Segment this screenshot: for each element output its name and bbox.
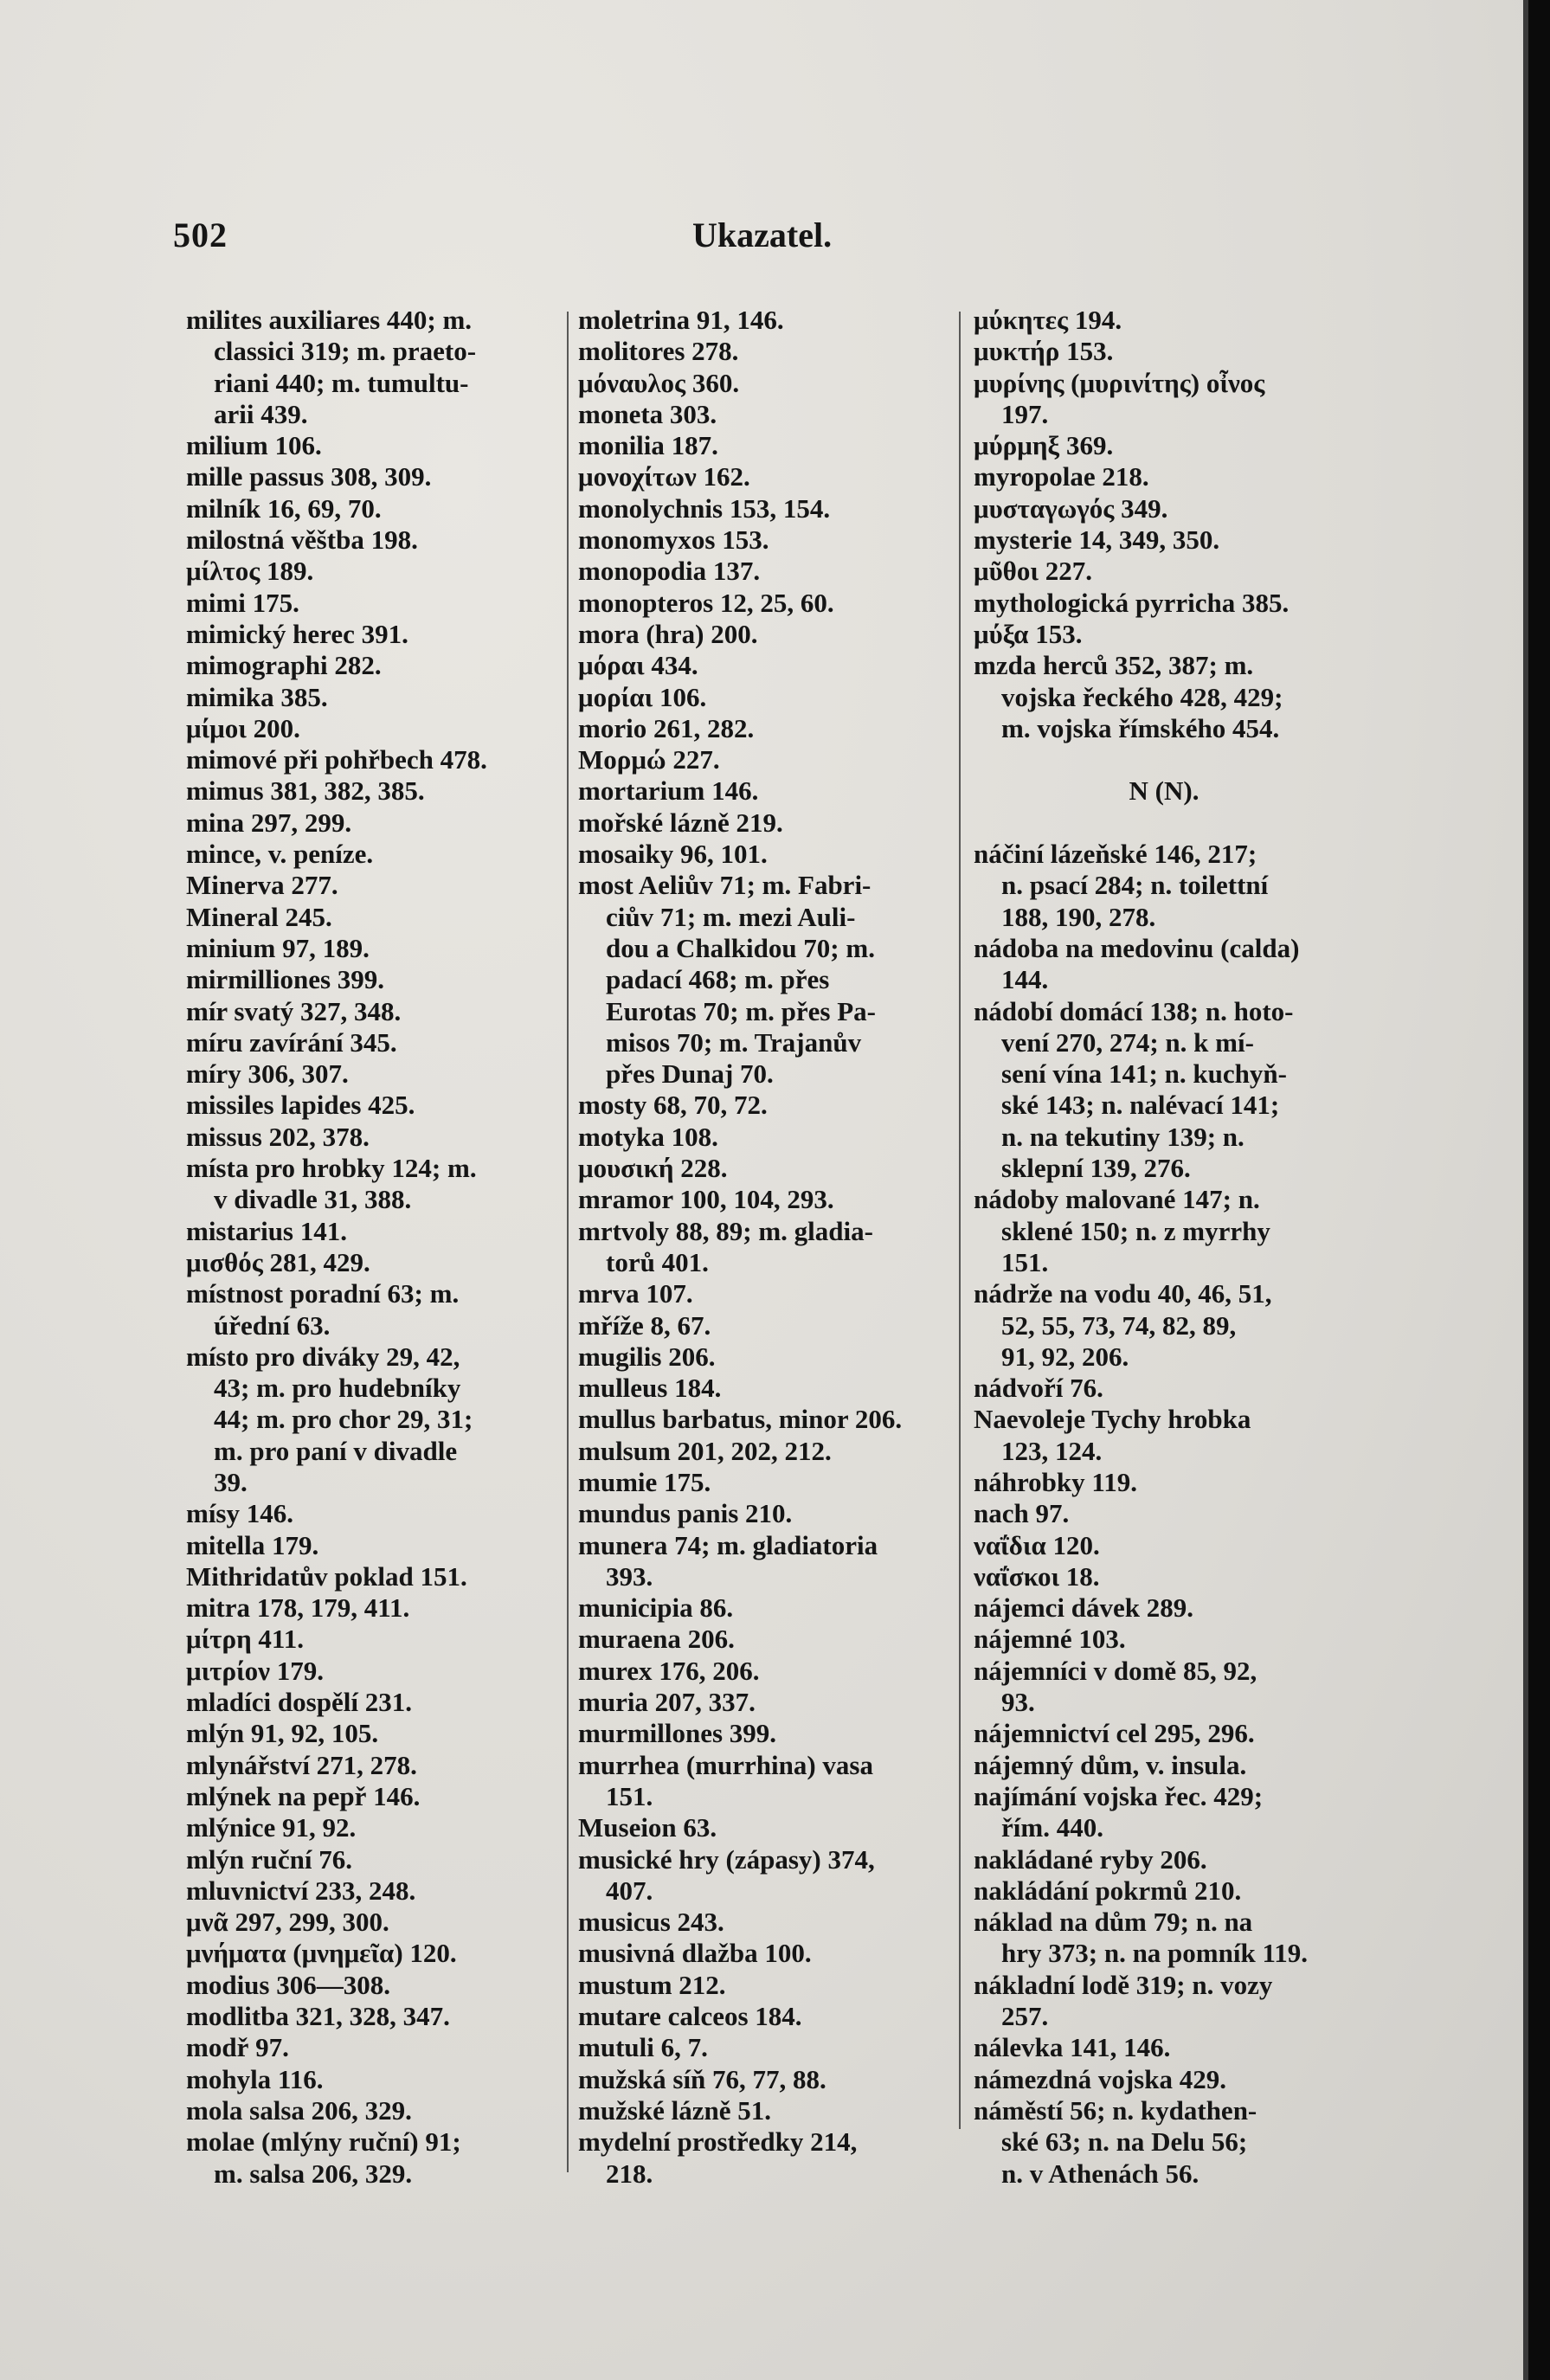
index-entry: nádoby malované 147; n.	[974, 1184, 1260, 1215]
index-column-1	[186, 305, 567, 2190]
index-entry: nákladní lodě 319; n. vozy	[974, 1969, 1273, 2000]
index-entry: nájemný dům, v. insula.	[974, 1749, 1247, 1780]
index-entry: μνήματα (μνημεῖα) 120.	[186, 1938, 457, 1969]
index-entry: mullus barbatus, minor 206.	[578, 1404, 903, 1435]
index-entry: Μορμώ 227.	[578, 744, 720, 775]
index-entry: nálevka 141, 146.	[974, 2032, 1171, 2063]
index-entry-continuation: 197.	[1001, 398, 1049, 429]
index-entry: muria 207, 337.	[578, 1687, 756, 1718]
index-entry-continuation: misos 70; m. Trajanův	[606, 1026, 862, 1058]
index-entry-continuation: 123, 124.	[1001, 1435, 1103, 1466]
index-entry: minium 97, 189.	[186, 932, 370, 963]
index-entry-continuation: 218.	[606, 2158, 653, 2189]
index-entry-continuation: 52, 55, 73, 74, 82, 89,	[1001, 1309, 1237, 1341]
index-entry: milostná věštba 198.	[186, 524, 418, 556]
index-entry: mugilis 206.	[578, 1341, 716, 1372]
index-entry: mzda herců 352, 387; m.	[974, 650, 1254, 681]
index-entry: morio 261, 282.	[578, 712, 755, 743]
index-entry: μορίαι 106.	[578, 681, 707, 712]
index-entry: mrtvoly 88, 89; m. gladia-	[578, 1215, 873, 1246]
index-entry-continuation: 393.	[606, 1560, 653, 1592]
blank-line	[974, 807, 1354, 839]
index-column-2	[578, 305, 950, 2190]
index-entry: μυκτήρ 153.	[974, 336, 1114, 367]
index-entry: mysterie 14, 349, 350.	[974, 524, 1220, 556]
index-entry: nájemné 103.	[974, 1624, 1126, 1655]
index-entry: motyka 108.	[578, 1121, 718, 1152]
index-column-3	[974, 305, 1354, 2190]
index-entry: modius 306—308.	[186, 1969, 390, 2000]
index-entry: mísy 146.	[186, 1498, 293, 1529]
index-entry: míru zavírání 345.	[186, 1026, 397, 1058]
index-entry-continuation: m. vojska římského 454.	[1001, 712, 1280, 743]
index-entry: mulsum 201, 202, 212.	[578, 1435, 832, 1466]
blank-line	[974, 744, 1354, 775]
index-entry-continuation: padací 468; m. přes	[606, 964, 830, 995]
index-entry: místnost poradní 63; m.	[186, 1278, 460, 1309]
index-entry-continuation: 39.	[214, 1466, 248, 1497]
index-entry: nádrže na vodu 40, 46, 51,	[974, 1278, 1272, 1309]
page-number: 502	[173, 215, 228, 254]
index-entry: nádvoří 76.	[974, 1373, 1103, 1404]
index-entry-continuation: m. pro paní v divadle	[214, 1435, 458, 1466]
index-entry: munera 74; m. gladiatoria	[578, 1529, 878, 1560]
index-entry-continuation: ciův 71; m. mezi Auli-	[606, 901, 856, 932]
index-entry: mlýn 91, 92, 105.	[186, 1718, 379, 1749]
index-entry: mladíci dospělí 231.	[186, 1687, 412, 1718]
index-entry: μίμοι 200.	[186, 712, 300, 743]
index-entry: μύξα 153.	[974, 618, 1083, 649]
scan-edge	[1523, 0, 1550, 2380]
index-entry: mimové při pohřbech 478.	[186, 744, 487, 775]
index-entry: μῦθοι 227.	[974, 556, 1092, 587]
index-entry: musivná dlažba 100.	[578, 1938, 812, 1969]
index-entry: mrva 107.	[578, 1278, 693, 1309]
index-entry-continuation: Eurotas 70; m. přes Pa-	[606, 995, 876, 1026]
index-entry-continuation: 407.	[606, 1875, 653, 1906]
index-entry: milium 106.	[186, 430, 322, 461]
index-entry: mille passus 308, 309.	[186, 461, 432, 492]
index-entry: nach 97.	[974, 1498, 1070, 1529]
index-entry: molitores 278.	[578, 336, 739, 367]
index-entry: monolychnis 153, 154.	[578, 492, 831, 524]
index-entry: Naevoleje Tychy hrobka	[974, 1404, 1251, 1435]
index-entry: mutare calceos 184.	[578, 2001, 802, 2032]
index-entry: místo pro diváky 29, 42,	[186, 1341, 460, 1372]
index-entry-continuation: 188, 190, 278.	[1001, 901, 1156, 932]
index-entry: mitella 179.	[186, 1529, 319, 1560]
index-entry: mořské lázně 219.	[578, 807, 783, 838]
index-entry: μνᾶ 297, 299, 300.	[186, 1907, 389, 1938]
index-entry: mlýnice 91, 92.	[186, 1812, 357, 1843]
index-entry: monopodia 137.	[578, 556, 761, 587]
index-entry: mina 297, 299.	[186, 807, 352, 838]
index-entry-continuation: ské 63; n. na Delu 56;	[1001, 2126, 1248, 2158]
index-entry-continuation: sklené 150; n. z myrrhy	[1001, 1215, 1270, 1246]
index-entry: nakládání pokrmů 210.	[974, 1875, 1242, 1906]
index-entry: mince, v. peníze.	[186, 839, 374, 870]
index-entry-continuation: n. psací 284; n. toilettní	[1001, 870, 1269, 901]
index-entry: missus 202, 378.	[186, 1121, 370, 1152]
index-entry: nájemnictví cel 295, 296.	[974, 1718, 1255, 1749]
index-entry-continuation: arii 439.	[214, 398, 308, 429]
index-entry: murex 176, 206.	[578, 1655, 760, 1686]
index-entry: mumie 175.	[578, 1466, 711, 1497]
index-entry: milites auxiliares 440; m.	[186, 305, 473, 335]
index-entry: monilia 187.	[578, 430, 718, 461]
index-entry-continuation: 91, 92, 206.	[1001, 1341, 1129, 1372]
index-entry: mluvnictví 233, 248.	[186, 1875, 416, 1906]
index-entry: Mineral 245.	[186, 901, 332, 932]
section-heading: N (N).	[1129, 775, 1199, 807]
index-entry: náklad na dům 79; n. na	[974, 1907, 1253, 1938]
index-entry: mythologická pyrricha 385.	[974, 587, 1290, 618]
index-entry: mutuli 6, 7.	[578, 2032, 708, 2063]
index-entry-continuation: řím. 440.	[1001, 1812, 1103, 1843]
index-entry: mirmilliones 399.	[186, 964, 385, 995]
index-entry: murmillones 399.	[578, 1718, 777, 1749]
index-entry-continuation: dou a Chalkidou 70; m.	[606, 932, 875, 963]
index-entry: ναΐδια 120.	[974, 1529, 1100, 1560]
index-entry: nakládané ryby 206.	[974, 1843, 1207, 1875]
index-entry: mlýn ruční 76.	[186, 1843, 353, 1875]
index-entry: mlýnek na pepř 146.	[186, 1780, 421, 1811]
index-entry: mustum 212.	[578, 1969, 726, 2000]
index-entry-continuation: n. v Athenách 56.	[1001, 2158, 1199, 2189]
index-entry: mohyla 116.	[186, 2063, 324, 2094]
index-entry: mramor 100, 104, 293.	[578, 1184, 834, 1215]
index-entry: milník 16, 69, 70.	[186, 492, 382, 524]
index-entry: musicus 243.	[578, 1907, 724, 1938]
page-header	[173, 215, 1367, 267]
index-entry-continuation: riani 440; m. tumultu-	[214, 367, 469, 398]
index-entry: musické hry (zápasy) 374,	[578, 1843, 875, 1875]
index-entry: muraena 206.	[578, 1624, 735, 1655]
index-entry: μίλτος 189.	[186, 556, 314, 587]
index-entry: mosaiky 96, 101.	[578, 839, 768, 870]
index-entry: μουσική 228.	[578, 1153, 728, 1184]
index-entry: moneta 303.	[578, 398, 717, 429]
index-entry: mužské lázně 51.	[578, 2094, 772, 2126]
index-entry: missiles lapides 425.	[186, 1090, 415, 1121]
index-entry-continuation: torů 401.	[606, 1246, 709, 1277]
index-entry: mříže 8, 67.	[578, 1309, 711, 1341]
index-entry: mundus panis 210.	[578, 1498, 793, 1529]
index-entry: mužská síň 76, 77, 88.	[578, 2063, 826, 2094]
column-divider	[959, 312, 961, 2129]
index-entry: monomyxos 153.	[578, 524, 769, 556]
index-entry-continuation: classici 319; m. praeto-	[214, 336, 477, 367]
index-entry: Museion 63.	[578, 1812, 717, 1843]
index-entry: μόραι 434.	[578, 650, 698, 681]
index-entry: mistarius 141.	[186, 1215, 347, 1246]
index-entry: mimographi 282.	[186, 650, 382, 681]
index-entry: μυρίνης (μυρινίτης) οἶνος	[974, 367, 1265, 398]
index-entry: náměstí 56; n. kydathen-	[974, 2094, 1257, 2126]
index-entry: námezdná vojska 429.	[974, 2063, 1226, 2094]
index-entry: ναΐσκοι 18.	[974, 1560, 1100, 1592]
index-entry-continuation: 44; m. pro chor 29, 31;	[214, 1404, 473, 1435]
index-entry: Mithridatův poklad 151.	[186, 1560, 467, 1592]
index-entry: mydelní prostředky 214,	[578, 2126, 858, 2158]
index-entry: míry 306, 307.	[186, 1058, 349, 1090]
index-entry: mlynářství 271, 278.	[186, 1749, 417, 1780]
index-entry-continuation: sklepní 139, 276.	[1001, 1153, 1191, 1184]
index-entry: náhrobky 119.	[974, 1466, 1137, 1497]
index-entry: monopteros 12, 25, 60.	[578, 587, 834, 618]
index-entry: mola salsa 206, 329.	[186, 2094, 412, 2126]
index-entry: nájemci dávek 289.	[974, 1592, 1194, 1624]
index-entry: μόναυλος 360.	[578, 367, 740, 398]
index-entry-continuation: hry 373; n. na pomník 119.	[1001, 1938, 1309, 1969]
index-entry: μυσταγωγός 349.	[974, 492, 1168, 524]
index-entry: μιτρίον 179.	[186, 1655, 325, 1686]
index-entry-continuation: n. na tekutiny 139; n.	[1001, 1121, 1245, 1152]
index-entry-continuation: vení 270, 274; n. k mí-	[1001, 1026, 1254, 1058]
index-entry: mimika 385.	[186, 681, 328, 712]
index-entry-continuation: m. salsa 206, 329.	[214, 2158, 413, 2189]
index-entry-continuation: 93.	[1001, 1687, 1035, 1718]
index-entry-continuation: sení vína 141; n. kuchyň-	[1001, 1058, 1287, 1090]
running-title: Ukazatel.	[692, 215, 833, 254]
index-entry: modlitba 321, 328, 347.	[186, 2001, 450, 2032]
index-entry: modř 97.	[186, 2032, 289, 2063]
index-entry-continuation: v divadle 31, 388.	[214, 1184, 412, 1215]
index-entry: myropolae 218.	[974, 461, 1149, 492]
index-entry: mír svatý 327, 348.	[186, 995, 402, 1026]
index-entry: najímání vojska řec. 429;	[974, 1780, 1264, 1811]
index-entry: nádobí domácí 138; n. hoto-	[974, 995, 1294, 1026]
index-entry: μισθός 281, 429.	[186, 1246, 370, 1277]
index-entry: Minerva 277.	[186, 870, 338, 901]
index-entry: mimi 175.	[186, 587, 299, 618]
index-entry: moletrina 91, 146.	[578, 305, 784, 335]
index-entry-continuation: 151.	[606, 1780, 653, 1811]
index-entry: nádoba na medovinu (calda)	[974, 932, 1300, 963]
index-entry-continuation: 43; m. pro hudebníky	[214, 1373, 461, 1404]
index-entry: místa pro hrobky 124; m.	[186, 1153, 477, 1184]
index-entry-continuation: 257.	[1001, 2001, 1049, 2032]
index-entry: mulleus 184.	[578, 1373, 722, 1404]
index-entry-continuation: vojska řeckého 428, 429;	[1001, 681, 1283, 712]
index-entry: μίτρη 411.	[186, 1624, 304, 1655]
index-entry: náčiní lázeňské 146, 217;	[974, 839, 1257, 870]
index-entry: mimický herec 391.	[186, 618, 408, 649]
index-entry-continuation: přes Dunaj 70.	[606, 1058, 774, 1090]
index-entry: molae (mlýny ruční) 91;	[186, 2126, 461, 2158]
index-entry-continuation: ské 143; n. nalévací 141;	[1001, 1090, 1280, 1121]
index-entry: μονοχίτων 162.	[578, 461, 750, 492]
index-entry: mortarium 146.	[578, 775, 759, 807]
index-entry: most Aeliův 71; m. Fabri-	[578, 870, 871, 901]
index-entry: mimus 381, 382, 385.	[186, 775, 425, 807]
index-entry: nájemníci v domě 85, 92,	[974, 1655, 1257, 1686]
index-entry: mosty 68, 70, 72.	[578, 1090, 768, 1121]
index-entry-continuation: 144.	[1001, 964, 1049, 995]
index-entry: mitra 178, 179, 411.	[186, 1592, 410, 1624]
column-divider	[567, 312, 569, 2172]
index-entry: murrhea (murrhina) vasa	[578, 1749, 873, 1780]
index-entry: μύκητες 194.	[974, 305, 1122, 335]
index-entry-continuation: 151.	[1001, 1246, 1049, 1277]
index-entry: μύρμηξ 369.	[974, 430, 1114, 461]
index-entry: mora (hra) 200.	[578, 618, 758, 649]
index-entry-continuation: úřední 63.	[214, 1309, 331, 1341]
index-entry: municipia 86.	[578, 1592, 734, 1624]
